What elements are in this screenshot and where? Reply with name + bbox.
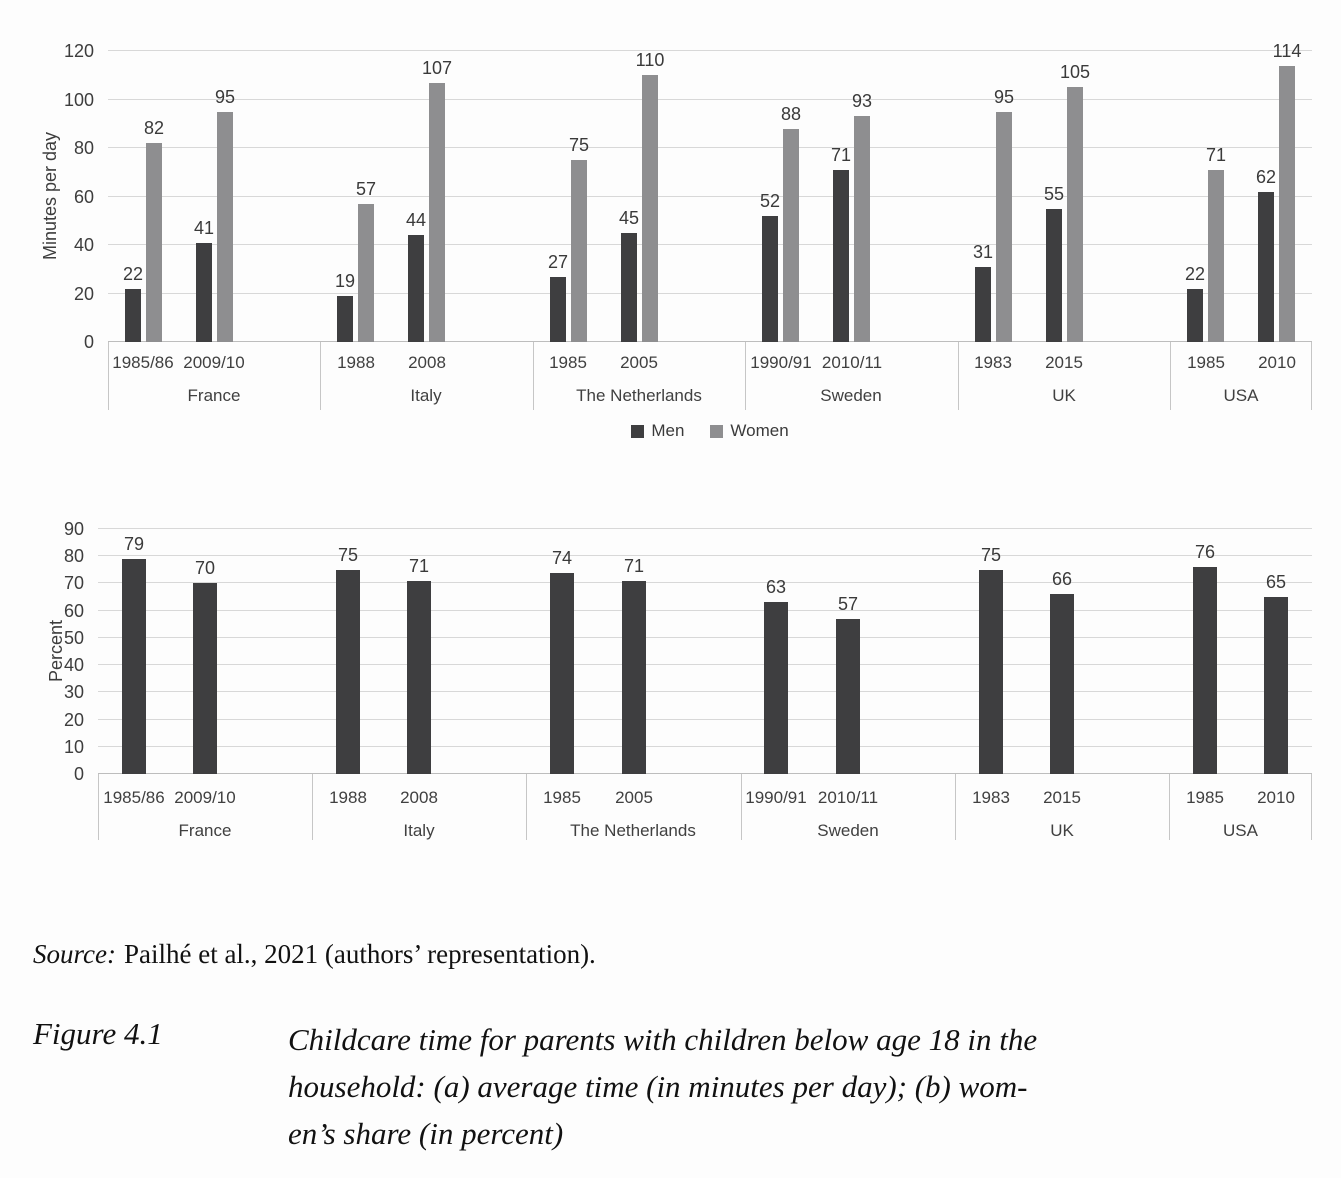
caption-line: Childcare time for parents with children below age 18 in the [288,1022,1038,1057]
data-label: 19 [334,271,356,291]
data-label: 62 [1255,167,1277,187]
bar-women-s-share-italy-2008 [407,581,431,774]
bar-women-italy-2008 [429,83,445,342]
men-swatch-icon [631,425,644,438]
data-label: 22 [1184,264,1206,284]
data-label: 55 [1043,184,1065,204]
x-tick-year-label: 1985 [543,788,581,807]
gridline [98,582,1312,583]
x-tick-year-label: 2010 [1257,788,1295,807]
data-label: 93 [851,91,873,111]
bar-men-sweden-1990-91 [762,216,778,342]
x-tick-country-label: Sweden [817,821,879,840]
x-tick-country-label: USA [1223,386,1259,405]
bar-men-italy-1988 [337,296,353,342]
x-tick-year-label: 2015 [1043,788,1081,807]
x-tick-country-label: France [187,386,241,405]
y-tick-label: 30 [63,682,84,703]
caption-line: household: (a) average time (in minutes per day); (b) wom- [288,1069,1028,1104]
bar-women-the-netherlands-1985 [571,160,587,342]
data-label: 110 [635,50,665,70]
category-separator [741,774,742,840]
bar-women-s-share-france-2009-10 [193,583,217,774]
data-label: 66 [1051,569,1073,589]
gridline [98,719,1312,720]
percent-chart-y-axis-title: Percent [46,619,66,683]
data-label: 44 [405,210,427,230]
gridline [108,99,1312,100]
x-tick-year-label: 2008 [400,788,438,807]
bar-women-the-netherlands-2005 [642,75,658,342]
data-label: 22 [122,264,144,284]
x-tick-year-label: 1985/86 [103,788,165,807]
data-label: 95 [214,87,236,107]
bar-women-uk-2015 [1067,87,1083,342]
data-label: 65 [1265,572,1287,592]
x-tick-country-label: Italy [403,821,435,840]
legend [108,421,1312,441]
legend-men-label: Men [651,421,685,440]
gridline [98,691,1312,692]
category-separator [1311,774,1312,840]
bar-men-france-1985-86 [125,289,141,342]
gridline [98,528,1312,529]
x-tick-year-label: 2009/10 [183,353,245,372]
x-tick-year-label: 1985 [549,353,587,372]
bar-women-s-share-sweden-2010-11 [836,619,860,774]
y-tick-label: 80 [63,546,84,567]
x-axis-line [108,341,1312,342]
figure-caption-text [288,1016,1037,1157]
data-label: 41 [193,218,215,238]
bar-women-usa-1985 [1208,170,1224,342]
x-tick-country-label: France [178,821,232,840]
y-tick-label: 90 [63,519,84,539]
x-tick-year-label: 1990/91 [745,788,807,807]
y-tick-label: 0 [83,332,94,352]
category-separator [526,774,527,840]
data-label: 74 [551,548,573,568]
bar-women-s-share-the-netherlands-1985 [550,573,574,774]
legend-item-women [710,421,788,441]
bar-men-sweden-2010-11 [833,170,849,342]
data-label: 71 [1205,145,1227,165]
x-tick-year-label: 2005 [615,788,653,807]
data-label: 82 [143,118,165,138]
x-tick-year-label: 1985 [1186,788,1224,807]
bar-women-s-share-sweden-1990-91 [764,602,788,774]
minutes-chart-y-axis-title: Minutes per day [40,131,60,261]
y-tick-label: 100 [63,89,94,110]
x-tick-year-label: 1985/86 [112,353,174,372]
category-separator [1311,342,1312,410]
y-tick-label: 10 [63,736,84,757]
bar-women-s-share-the-netherlands-2005 [622,581,646,774]
bar-women-s-share-usa-1985 [1193,567,1217,774]
y-tick-label: 40 [63,655,84,676]
category-separator [958,342,959,410]
x-tick-country-label: USA [1223,821,1258,840]
category-separator [745,342,746,410]
legend-item-men [631,421,684,441]
data-label: 75 [337,545,359,565]
bar-women-italy-1988 [358,204,374,342]
y-tick-label: 50 [63,627,84,648]
figure-number: Figure 4.1 [33,1016,163,1051]
bar-men-italy-2008 [408,235,424,342]
bar-women-s-share-france-1985-86 [122,559,146,774]
x-tick-country-label: UK [1052,386,1076,405]
bar-men-uk-2015 [1046,209,1062,342]
category-separator [108,342,109,410]
data-label: 70 [194,558,216,578]
y-tick-label: 70 [63,573,84,594]
gridline [98,555,1312,556]
bar-women-france-2009-10 [217,112,233,342]
source-label: Source: [33,939,116,969]
x-tick-year-label: 2015 [1045,353,1083,372]
gridline [108,50,1312,51]
data-label: 57 [355,179,377,199]
y-tick-label: 120 [63,41,94,61]
y-tick-label: 40 [73,235,94,255]
data-label: 27 [547,252,569,272]
y-tick-label: 0 [73,764,84,784]
x-tick-year-label: 1983 [974,353,1012,372]
percent-chart-plot-area [63,519,1312,840]
gridline [98,610,1312,611]
x-axis-line [98,773,1312,774]
x-tick-year-label: 1990/91 [750,353,812,372]
figure-caption [33,1016,1037,1157]
x-tick-year-label: 2009/10 [174,788,236,807]
bar-men-uk-1983 [975,267,991,342]
y-tick-label: 20 [63,709,84,730]
bar-women-sweden-1990-91 [783,129,799,342]
x-tick-year-label: 2008 [408,353,446,372]
source-note [33,939,596,970]
data-label: 79 [123,534,145,554]
bar-women-s-share-uk-1983 [979,570,1003,774]
data-label: 107 [421,58,453,78]
data-label: 71 [830,145,852,165]
bar-women-usa-2010 [1279,66,1295,342]
bar-men-the-netherlands-1985 [550,277,566,342]
y-tick-label: 20 [73,283,94,304]
x-tick-year-label: 1985 [1187,353,1225,372]
gridline [108,244,1312,245]
data-label: 88 [780,104,802,124]
category-separator [1169,774,1170,840]
source-text: Pailhé et al., 2021 (authors’ representation). [123,939,596,969]
x-tick-year-label: 2005 [620,353,658,372]
bar-men-france-2009-10 [196,243,212,342]
gridline [108,147,1312,148]
data-label: 95 [993,87,1015,107]
gridline [98,637,1312,638]
x-tick-country-label: Sweden [820,386,882,405]
data-label: 71 [408,556,430,576]
x-tick-year-label: 1983 [972,788,1010,807]
legend-women-label: Women [730,421,789,440]
bar-women-s-share-uk-2015 [1050,594,1074,774]
x-tick-year-label: 2010/11 [817,788,879,807]
bar-women-s-share-italy-1988 [336,570,360,774]
bar-men-the-netherlands-2005 [621,233,637,342]
gridline [108,196,1312,197]
gridline [98,664,1312,665]
women-swatch-icon [710,425,723,438]
x-tick-country-label: The Netherlands [576,386,702,405]
bar-women-uk-1983 [996,112,1012,342]
data-label: 45 [618,208,640,228]
data-label: 57 [837,594,859,614]
bar-men-usa-2010 [1258,192,1274,342]
category-separator [320,342,321,410]
x-tick-year-label: 2010 [1258,353,1296,372]
bar-women-sweden-2010-11 [854,116,870,342]
data-label: 105 [1059,62,1091,82]
data-label: 52 [759,191,781,211]
minutes-chart-plot-area [63,41,1312,405]
category-separator [98,774,99,840]
data-label: 75 [980,545,1002,565]
data-label: 75 [568,135,590,155]
bar-women-s-share-usa-2010 [1264,597,1288,774]
bar-women-france-1985-86 [146,143,162,342]
gridline [98,746,1312,747]
y-tick-label: 60 [73,186,94,207]
x-tick-country-label: UK [1050,821,1074,840]
category-separator [955,774,956,840]
x-tick-country-label: The Netherlands [570,821,696,840]
x-tick-year-label: 1988 [329,788,367,807]
gridline [108,293,1312,294]
x-tick-year-label: 2010/11 [821,353,883,372]
data-label: 71 [623,556,645,576]
category-separator [1170,342,1171,410]
y-tick-label: 80 [73,138,94,158]
data-label: 31 [972,242,994,262]
bar-men-usa-1985 [1187,289,1203,342]
data-label: 76 [1194,542,1216,562]
caption-line: en’s share (in percent) [288,1116,564,1151]
data-label: 114 [1272,41,1302,61]
category-separator [312,774,313,840]
y-tick-label: 60 [63,600,84,621]
x-tick-year-label: 1988 [337,353,375,372]
category-separator [533,342,534,410]
x-tick-country-label: Italy [410,386,442,405]
data-label: 63 [765,577,787,597]
